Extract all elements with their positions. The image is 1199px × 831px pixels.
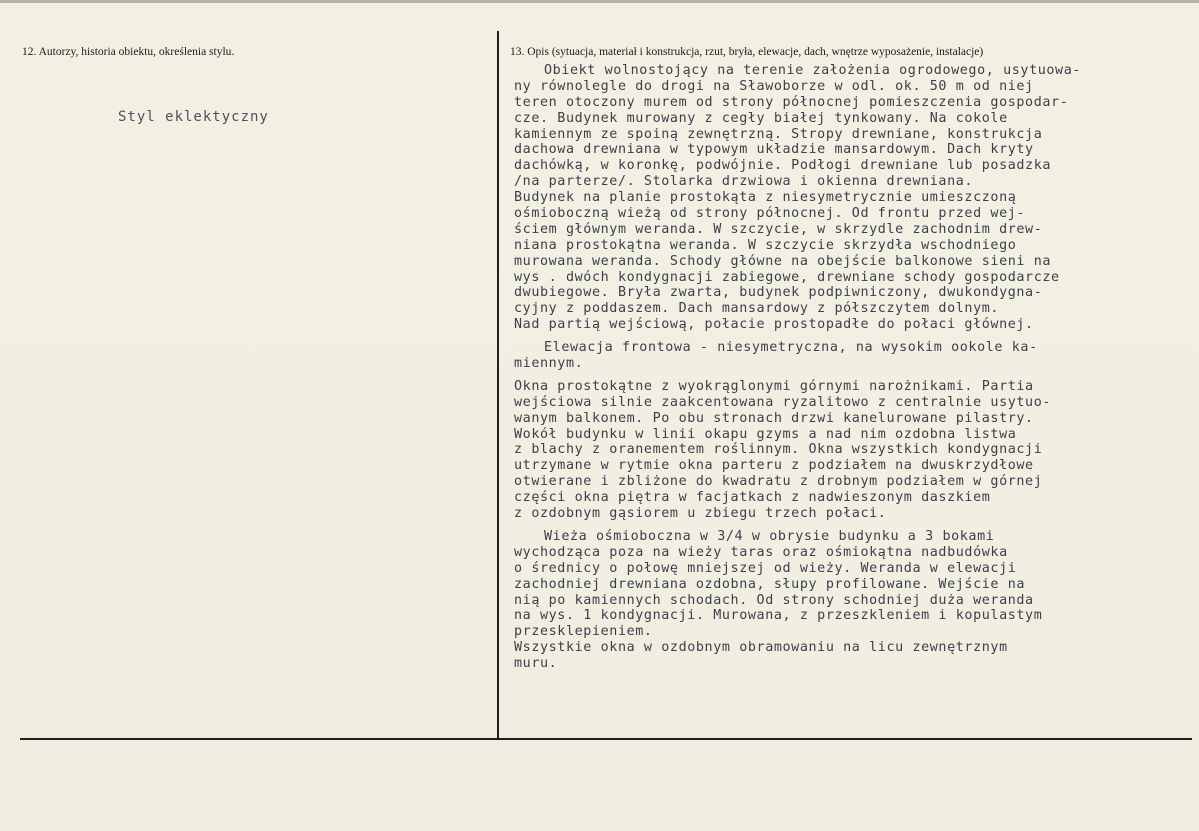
- description-line: części okna piętra w facjatkach z nadwieszonym daszkiem: [514, 490, 991, 506]
- description-line: Nad partią wejściową, połacie prostopadłe do połaci głównej.: [514, 317, 1034, 333]
- description-line: ośmioboczną wieżą od strony północnej. Od frontu przed wej-: [514, 206, 1026, 222]
- description-line: przesklepieniem.: [514, 624, 653, 640]
- description-line: utrzymane w rytmie okna parteru z podziałem na dwuskrzydłowe: [514, 458, 1034, 474]
- description-line: wanym balkonem. Po obu stronach drzwi kanelurowane pilastry.: [514, 410, 1034, 426]
- description-line: Wokół budynku w linii okapu gzyms a nad nim ozdobna listwa: [514, 426, 1017, 442]
- column-divider: [497, 31, 499, 739]
- description-line: niana prostokątna weranda. W szczycie skrzydła wschodniego: [514, 237, 1017, 253]
- description-line: kamiennym ze spoiną zewnętrzną. Stropy drewniane, konstrukcja: [514, 126, 1043, 142]
- description-line: Budynek na planie prostokąta z niesymetrycznie umieszczoną: [514, 190, 1017, 206]
- description-line: dachówką, w koronkę, podwójnie. Podłogi drewniane lub posadzka: [514, 158, 1052, 174]
- description-text: [514, 63, 1174, 672]
- description-line: Wieża ośmioboczna w 3/4 w obrysie budynku a 3 bokami: [544, 528, 995, 544]
- description-line: muru.: [514, 656, 558, 672]
- description-line: o średnicy o połowę mniejszej od wieży. Weranda w elewacji: [514, 560, 1017, 576]
- description-line: /na parterze/. Stolarka drzwiowa i okienna drewniana.: [514, 174, 974, 190]
- description-line: teren otoczony murem od strony północnej pomieszczenia gospodar-: [514, 94, 1069, 110]
- description-line: Elewacja frontowa - niesymetryczna, na wysokim ookole ka-: [544, 340, 1038, 356]
- description-line: wychodząca poza na wieży taras oraz ośmiokątna nadbudówka: [514, 544, 1008, 560]
- section-12-heading: 12. Autorzy, historia obiektu, określenia stylu.: [22, 46, 235, 58]
- paragraph-gap: [514, 333, 1174, 340]
- description-line: otwierane i zbliżone do kwadratu z drobnym podziałem w górnej: [514, 474, 1043, 490]
- description-line: Wszystkie okna w ozdobnym obramowaniu na licu zewnętrznym: [514, 640, 1008, 656]
- description-line: na wys. 1 kondygnacji. Murowana, z przeszkleniem i kopulastym: [514, 608, 1043, 624]
- description-line: dachowa drewniana w typowym układzie mansardowym. Dach kryty: [514, 142, 1034, 158]
- description-line: z ozdobnym gąsiorem u zbiegu trzech połaci.: [514, 506, 887, 522]
- description-line: Obiekt wolnostojący na terenie założenia ogrodowego, usytuowa-: [544, 63, 1082, 78]
- description-line: cyjny z poddaszem. Dach mansardowy z półszczytem dolnym.: [514, 301, 1000, 317]
- description-line: wejściowa silnie zaakcentowana ryzalitowo z centralnie usytuo-: [514, 394, 1052, 410]
- description-line: miennym.: [514, 356, 584, 372]
- style-description: Styl eklektyczny: [118, 109, 269, 125]
- description-line: ny równolegle do drogi na Sławoborze w odl. ok. 50 m od niej: [514, 78, 1034, 94]
- description-line: nią po kamiennych schodach. Od strony schodniej duża weranda: [514, 592, 1034, 608]
- description-line: murowana weranda. Schody główne na obejście balkonowe sieni na: [514, 253, 1052, 269]
- paragraph-gap: [514, 522, 1174, 529]
- bottom-rule: [20, 738, 1192, 740]
- paragraph-gap: [514, 372, 1174, 379]
- description-line: zachodniej drewniana ozdobna, słupy profilowane. Wejście na: [514, 576, 1026, 592]
- description-line: wys . dwóch kondygnacji zabiegowe, drewniane schody gospodarcze: [514, 269, 1060, 285]
- description-line: cze. Budynek murowany z cegły białej tynkowany. Na cokole: [514, 110, 1008, 126]
- description-line: z blachy z oranementem roślinnym. Okna wszystkich kondygnacji: [514, 442, 1043, 458]
- description-line: ściem głównym weranda. W szczycie, w skrzydle zachodnim drew-: [514, 221, 1043, 237]
- description-line: dwubiegowe. Bryła zwarta, budynek podpiwniczony, dwukondygna-: [514, 285, 1043, 301]
- section-13-heading: 13. Opis (sytuacja, materiał i konstrukcja, rzut, bryła, elewacje, dach, wnętrze wyposażenie, instalacje): [510, 46, 984, 58]
- description-line: Okna prostokątne z wyokrąglonymi górnymi narożnikami. Partia: [514, 378, 1034, 394]
